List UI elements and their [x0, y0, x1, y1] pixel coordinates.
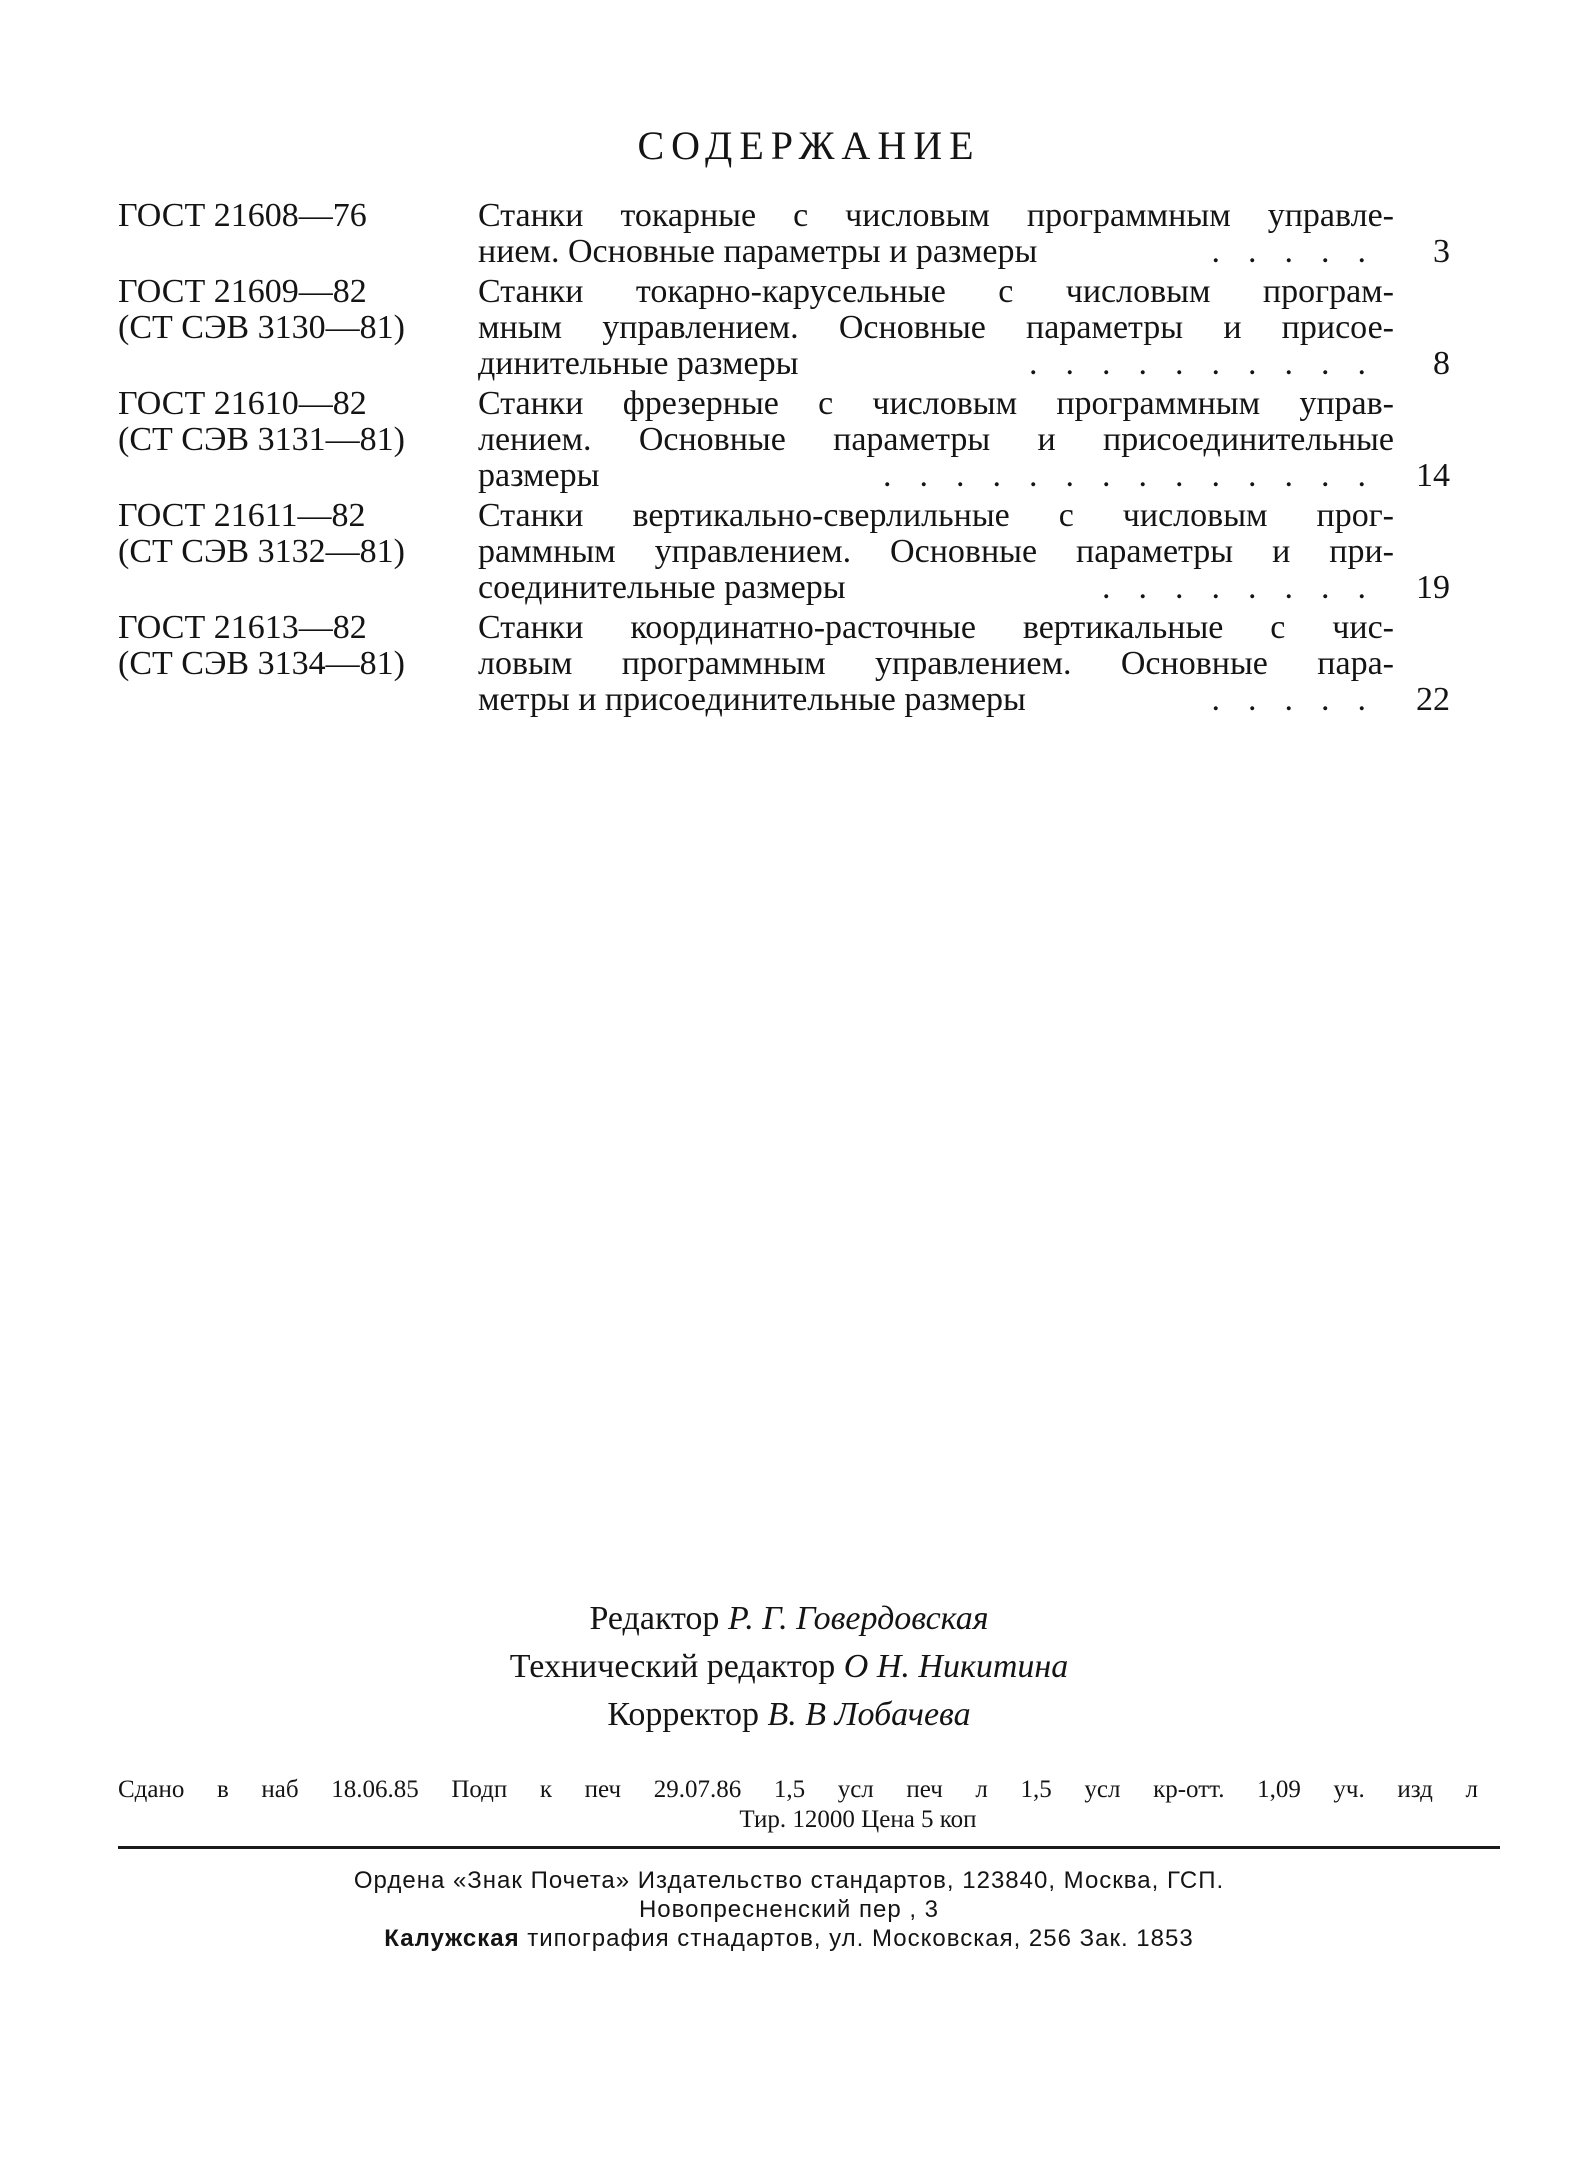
toc-description-line: раммным управлением. Основные параметры и при-: [478, 533, 1394, 570]
publisher-address: Новопресненский пер , 3: [638, 1896, 940, 1923]
toc-standard-code-cmea: (СТ СЭВ 3132—81): [118, 533, 405, 570]
printer-line: [0, 1924, 1578, 1953]
toc-standard-code: ГОСТ 21613—82: [118, 609, 367, 646]
toc-standard-code-cmea: (СТ СЭВ 3130—81): [118, 309, 405, 346]
publisher-info: [0, 1866, 1578, 1953]
toc-entry: [118, 386, 1458, 494]
toc-page-number: 3: [1433, 233, 1450, 270]
toc-page-number: 8: [1433, 345, 1450, 382]
toc-description-line: лением. Основные параметры и присоединительные: [478, 421, 1394, 458]
credit-role: Технический редактор: [509, 1648, 836, 1685]
toc-page-number: 19: [1416, 569, 1450, 606]
toc-page-number: 14: [1416, 457, 1450, 494]
toc-description-last-line: [478, 570, 1394, 606]
toc-description-text: метры и присоединительные размеры: [478, 681, 1026, 718]
toc-description-text: соединительные размеры: [478, 569, 846, 606]
credit-technical-editor: [0, 1643, 1578, 1691]
toc-description-text: динительные размеры: [478, 345, 799, 382]
toc-standard-code: ГОСТ 21610—82: [118, 385, 367, 422]
toc-leader-dots: .....: [1211, 234, 1394, 270]
toc-leader-dots: ..........: [1029, 346, 1394, 382]
toc-description-line: мным управлением. Основные параметры и присое-: [478, 309, 1394, 346]
credit-role: Корректор: [607, 1696, 759, 1733]
toc-description-text: нием. Основные параметры и размеры: [478, 233, 1038, 270]
credit-role: Редактор: [589, 1600, 720, 1637]
toc-leader-dots: .....: [1211, 682, 1394, 718]
toc-description-line: Станки фрезерные с числовым программным управ-: [478, 385, 1394, 422]
toc-description-last-line: [478, 234, 1394, 270]
credit-person: О Н. Никитина: [843, 1648, 1069, 1685]
toc-description: [478, 610, 1394, 718]
toc-entry: [118, 198, 1458, 270]
toc-description: [478, 274, 1394, 382]
editorial-credits: [0, 1595, 1578, 1739]
toc-description: [478, 198, 1394, 270]
toc-description-text: размеры: [478, 457, 600, 494]
toc-entry: [118, 610, 1458, 718]
toc-description-line: ловым программным управлением. Основные пара-: [478, 645, 1394, 682]
imprint-print-dates: Сдано в наб 18.06.85 Подп к печ 29.07.86 1,5 усл печ л 1,5 усл кр-отт. 1,09 уч. изд л: [118, 1776, 1478, 1803]
toc-standard-codes: [118, 274, 478, 382]
toc-entry: [118, 498, 1458, 606]
publisher-line: Ордена «Знак Почета» Издательство стандартов, 123840, Москва, ГСП.: [353, 1867, 1225, 1894]
print-imprint: [118, 1775, 1478, 1835]
toc-leader-dots: ........: [1102, 570, 1394, 606]
toc-description-line: Станки вертикально-сверлильные с числовым прог-: [478, 497, 1394, 534]
credit-editor: [0, 1595, 1578, 1643]
toc-leader-dots: ..............: [883, 458, 1394, 494]
toc-standard-code-cmea: (СТ СЭВ 3134—81): [118, 645, 405, 682]
toc-description: [478, 386, 1394, 494]
toc-description-line: Станки токарно-карусельные с числовым програм-: [478, 273, 1394, 310]
printer-details: типография стнадартов, ул. Московская, 256 Зак. 1853: [527, 1925, 1194, 1952]
toc-standard-codes: [118, 498, 478, 606]
toc-description-line: Станки координатно-расточные вертикальные с чис-: [478, 609, 1394, 646]
toc-standard-codes: [118, 610, 478, 718]
page-title: СОДЕРЖАНИЕ: [637, 123, 981, 168]
toc-standard-codes: [118, 198, 478, 270]
imprint-circulation-price: Тир. 12000 Цена 5 коп: [739, 1806, 977, 1833]
credit-corrector: [0, 1691, 1578, 1739]
toc-description-last-line: [478, 682, 1394, 718]
printer-city: Калужская: [384, 1925, 520, 1952]
table-of-contents: [118, 198, 1458, 718]
toc-standard-code: ГОСТ 21608—76: [118, 197, 367, 234]
horizontal-rule: [118, 1846, 1500, 1849]
toc-entry: [118, 274, 1458, 382]
toc-standard-codes: [118, 386, 478, 494]
toc-standard-code: ГОСТ 21611—82: [118, 497, 366, 534]
toc-description-last-line: [478, 346, 1394, 382]
toc-standard-code: ГОСТ 21609—82: [118, 273, 367, 310]
toc-description-line: Станки токарные с числовым программным управле-: [478, 197, 1394, 234]
toc-page-number: 22: [1416, 681, 1450, 718]
toc-standard-code-cmea: (СТ СЭВ 3131—81): [118, 421, 405, 458]
credit-person: Р. Г. Говердовская: [727, 1600, 989, 1637]
toc-description-last-line: [478, 458, 1394, 494]
credit-person: В. В Лобачева: [767, 1696, 971, 1733]
toc-description: [478, 498, 1394, 606]
